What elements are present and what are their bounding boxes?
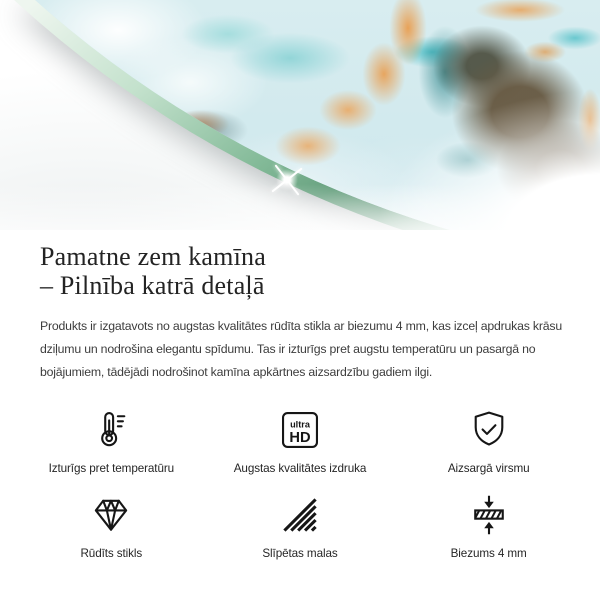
beveled-edges-icon — [278, 493, 322, 537]
feature-label: Izturīgs pret temperatūru — [48, 462, 175, 475]
marble-print-surface — [0, 0, 600, 230]
feature-label: Rūdīts stikls — [80, 547, 143, 560]
feature-beveled-edges — [209, 493, 392, 560]
thickness-icon — [467, 493, 511, 537]
diamond-icon — [89, 493, 133, 537]
product-description: Produkts ir izgatavots no augstas kvalitātes rūdīta stikla ar biezumu 4 mm, kas izceļ apdrukas krāsu dziļumu un nodrošina elegantu spīdumu. Tas ir izturīgs pret augstu temperatūru un pasargā no bojājumiem, tādējādi nodrošinot kamīna apkārtnes aizsardzību gadiem ilgi. — [40, 319, 562, 379]
feature-tempered-glass — [20, 493, 203, 560]
feature-print-quality — [209, 408, 392, 475]
thermometer-icon — [89, 408, 133, 452]
feature-grid — [20, 408, 580, 560]
page-title-line1: Pamatne zem kamīna — [40, 242, 266, 271]
feature-label: Biezums 4 mm — [450, 547, 527, 560]
svg-text:ultra: ultra — [290, 419, 310, 430]
feature-temperature — [20, 408, 203, 475]
feature-label: Slīpētas malas — [262, 547, 338, 560]
feature-label: Augstas kvalitātes izdruka — [233, 462, 367, 475]
feature-thickness — [397, 493, 580, 560]
feature-surface-protection — [397, 408, 580, 475]
feature-label: Aizsargā virsmu — [447, 462, 530, 475]
product-info-section — [0, 242, 600, 560]
product-photo — [0, 0, 600, 230]
page-title-line2: – Pilnība katrā detaļā — [40, 271, 265, 300]
shield-check-icon — [467, 408, 511, 452]
ultra-hd-icon — [278, 408, 322, 452]
svg-text:HD: HD — [289, 429, 311, 446]
page-title — [40, 242, 560, 300]
glass-panel — [0, 0, 600, 230]
